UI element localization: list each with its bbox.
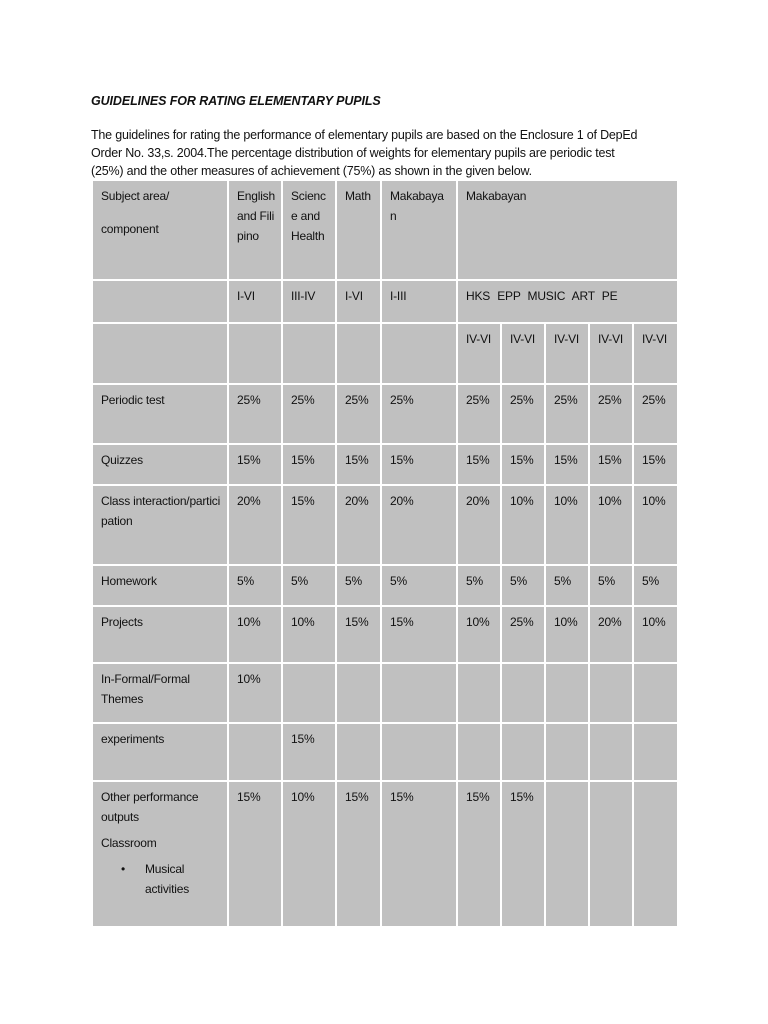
bullet-item: Musical activities xyxy=(145,862,190,896)
value-cell xyxy=(336,663,381,723)
value-cell xyxy=(545,723,589,781)
value-cell: 5% xyxy=(282,565,336,606)
value-cell xyxy=(589,781,633,927)
value-cell: 25% xyxy=(336,384,381,444)
value-cell: 15% xyxy=(381,444,457,485)
value-cell: 15% xyxy=(381,606,457,663)
value-cell xyxy=(545,663,589,723)
value-cell: 15% xyxy=(545,444,589,485)
table-row xyxy=(92,565,678,606)
value-cell: 25% xyxy=(282,384,336,444)
intro-paragraph xyxy=(91,126,691,180)
grade-level-row xyxy=(92,280,678,323)
page-title: GUIDELINES FOR RATING ELEMENTARY PUPILS xyxy=(91,94,381,108)
table-cell xyxy=(228,323,282,384)
makabayan-level-cell: IV-VI xyxy=(501,323,545,384)
makabayan-level-row xyxy=(92,323,678,384)
value-cell xyxy=(457,723,501,781)
value-cell: 15% xyxy=(589,444,633,485)
grade-level-cell: I-III xyxy=(381,280,457,323)
value-cell: 20% xyxy=(228,485,282,565)
value-cell: 10% xyxy=(282,781,336,927)
row-label: experiments xyxy=(92,723,228,781)
value-cell: 15% xyxy=(633,444,678,485)
makabayan-level-cell: IV-VI xyxy=(589,323,633,384)
table-row xyxy=(92,485,678,565)
column-header-english-filipino: English and Filipino xyxy=(228,180,282,280)
value-cell: 25% xyxy=(381,384,457,444)
row-label: Projects xyxy=(92,606,228,663)
column-header-math: Math xyxy=(336,180,381,280)
row-sublabel: Classroom xyxy=(101,836,157,850)
value-cell: 15% xyxy=(501,444,545,485)
value-cell: 25% xyxy=(589,384,633,444)
value-cell: 10% xyxy=(228,663,282,723)
value-cell: 5% xyxy=(501,565,545,606)
value-cell: 15% xyxy=(282,485,336,565)
value-cell xyxy=(282,663,336,723)
value-cell: 15% xyxy=(457,444,501,485)
value-cell: 10% xyxy=(501,485,545,565)
value-cell: 15% xyxy=(336,444,381,485)
value-cell xyxy=(589,663,633,723)
value-cell xyxy=(545,781,589,927)
value-cell: 10% xyxy=(545,606,589,663)
table-row xyxy=(92,781,678,927)
value-cell: 10% xyxy=(282,606,336,663)
value-cell: 20% xyxy=(381,485,457,565)
value-cell: 15% xyxy=(381,781,457,927)
makabayan-subjects-header: HKS EPP MUSIC ART PE xyxy=(457,280,678,323)
value-cell: 10% xyxy=(228,606,282,663)
grade-level-cell: III-IV xyxy=(282,280,336,323)
grade-level-cell: I-VI xyxy=(228,280,282,323)
value-cell xyxy=(457,663,501,723)
value-cell: 10% xyxy=(457,606,501,663)
makabayan-level-cell: IV-VI xyxy=(457,323,501,384)
table-row xyxy=(92,663,678,723)
table-row xyxy=(92,723,678,781)
value-cell: 15% xyxy=(282,723,336,781)
value-cell xyxy=(336,723,381,781)
value-cell xyxy=(381,663,457,723)
bullet-icon: • xyxy=(121,862,126,876)
subject-area-header: Subject area/ component xyxy=(92,180,228,280)
value-cell: 15% xyxy=(228,781,282,927)
makabayan-level-cell: IV-VI xyxy=(633,323,678,384)
value-cell: 5% xyxy=(545,565,589,606)
value-cell: 5% xyxy=(589,565,633,606)
value-cell: 25% xyxy=(633,384,678,444)
value-cell xyxy=(501,723,545,781)
value-cell: 5% xyxy=(228,565,282,606)
row-label-other-outputs xyxy=(92,781,228,927)
value-cell: 5% xyxy=(336,565,381,606)
value-cell xyxy=(633,663,678,723)
value-cell: 15% xyxy=(282,444,336,485)
row-label: Homework xyxy=(92,565,228,606)
value-cell xyxy=(589,723,633,781)
table-cell xyxy=(282,323,336,384)
value-cell: 5% xyxy=(457,565,501,606)
value-cell: 10% xyxy=(633,606,678,663)
table-row xyxy=(92,606,678,663)
value-cell xyxy=(381,723,457,781)
grade-level-cell: I-VI xyxy=(336,280,381,323)
value-cell: 25% xyxy=(501,384,545,444)
grading-weights-table xyxy=(91,179,679,928)
table-row xyxy=(92,444,678,485)
table-row xyxy=(92,384,678,444)
value-cell xyxy=(228,723,282,781)
value-cell xyxy=(633,781,678,927)
value-cell: 5% xyxy=(633,565,678,606)
column-header-makabayan: Makabayan xyxy=(381,180,457,280)
value-cell: 25% xyxy=(501,606,545,663)
table-cell xyxy=(336,323,381,384)
value-cell: 20% xyxy=(457,485,501,565)
value-cell: 15% xyxy=(336,606,381,663)
row-label: Other performance outputs xyxy=(101,790,199,824)
intro-line: (25%) and the other measures of achievement (75%) as shown in the given below. xyxy=(91,164,532,178)
row-label: Periodic test xyxy=(92,384,228,444)
intro-line: The guidelines for rating the performance of elementary pupils are based on the Enclosure 1 of DepEd xyxy=(91,128,638,142)
value-cell: 15% xyxy=(501,781,545,927)
value-cell: 20% xyxy=(589,606,633,663)
table-cell xyxy=(92,280,228,323)
makabayan-group-header: Makabayan xyxy=(457,180,678,280)
column-header-science-health: Science and Health xyxy=(282,180,336,280)
value-cell: 15% xyxy=(457,781,501,927)
table-cell xyxy=(92,323,228,384)
value-cell: 20% xyxy=(336,485,381,565)
row-label: Quizzes xyxy=(92,444,228,485)
value-cell: 10% xyxy=(545,485,589,565)
table-header-row xyxy=(92,180,678,280)
makabayan-level-cell: IV-VI xyxy=(545,323,589,384)
value-cell: 25% xyxy=(545,384,589,444)
value-cell xyxy=(501,663,545,723)
value-cell: 10% xyxy=(633,485,678,565)
value-cell: 25% xyxy=(457,384,501,444)
row-label: Class interaction/participation xyxy=(92,485,228,565)
value-cell: 15% xyxy=(336,781,381,927)
value-cell: 10% xyxy=(589,485,633,565)
value-cell: 5% xyxy=(381,565,457,606)
intro-line: Order No. 33,s. 2004.The percentage distribution of weights for elementary pupils are periodic test xyxy=(91,146,615,160)
value-cell: 25% xyxy=(228,384,282,444)
row-label: In-Formal/Formal Themes xyxy=(92,663,228,723)
value-cell xyxy=(633,723,678,781)
table-cell xyxy=(381,323,457,384)
value-cell: 15% xyxy=(228,444,282,485)
